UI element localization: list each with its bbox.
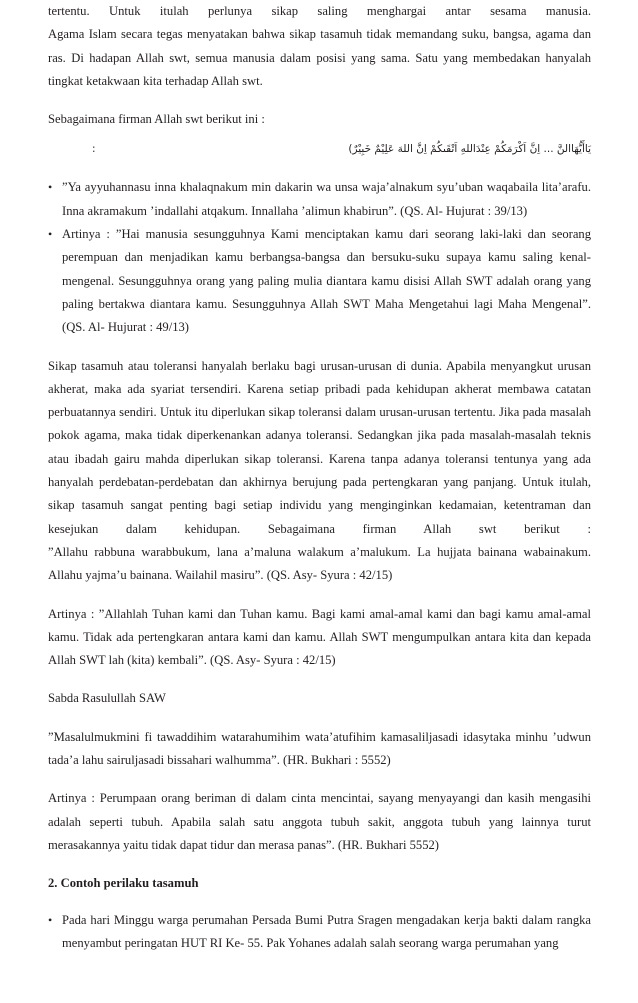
list-item	[48, 176, 591, 223]
translation-paragraph-2: Artinya : Perumpaan orang beriman di dalam cinta mencintai, sayang menyayangi dan kasih mengasihi adalah seperti tubuh. Apabila salah satu anggota tubuh sakit, anggota tubuh yang lainnya turut merasakannya yaitu tidak dapat tidur dan merasa panas”. (HR. Bukhari 5552)	[48, 791, 591, 852]
tolerance-body: Sikap tasamuh atau toleransi hanyalah berlaku bagi urusan-urusan di dunia. Apabila menyangkut urusan akherat, maka ada syariat tersendiri. Karena setiap pribadi pada kehidupan akherat membawa catatan perbuatannya sendiri. Untuk itu diperlukan sikap toleransi dalam urusan-urusan tertentu. Jika pada masalah pokok agama, maka tidak diperkenankan adanya toleransi. Sedangkan jika pada masalah-masalah teknis atau ibadah gairu mahda diperlukan sikap toleransi. Karena tanpa adanya toleransi tentunya yang ada hanyalah perdebatan-perdebatan dan akhirnya berujung pada pertengkaran yang panjang. Untuk itulah, sikap tasamuh sangat penting bagi setiap individu yang menginginkan kedamaian, ketentraman dan kesejukan dalam kehidupan. Sebagaimana firman Allah swt berikut :	[48, 358, 591, 536]
document-page	[48, 0, 591, 970]
sabda-heading: Sabda Rasulullah SAW	[48, 691, 166, 706]
tolerance-paragraph	[48, 355, 591, 588]
intro-line-1: tertentu. Untuk itulah perlunya sikap saling menghargai antar sesama manusia.	[48, 4, 591, 18]
list-item	[48, 909, 591, 956]
list-item-text: Artinya : ”Hai manusia sesungguhnya Kami menciptakan kamu dari seorang laki-laki dan seorang perempuan dan menjadikan kamu berbangsa-bangsa dan bersuku-suku supaya kamu saling kenal-mengenal. Sesungguhnya orang yang paling mulia diantara kamu disisi Allah SWT adalah orang yang paling bertakwa diantara kamu. Sesungguhnya Allah SWT Maha Mengetahui lagi Maha Mengenal”. (QS. Al- Hujurat : 49/13)	[62, 227, 591, 335]
bullet-icon: •	[48, 912, 53, 927]
arabic-verse	[48, 139, 591, 162]
verse-list	[48, 176, 591, 339]
list-item-text: Pada hari Minggu warga perumahan Persada Bumi Putra Sragen mengadakan kerja bakti dalam rangka menyambut peringatan HUT RI Ke- 55. Pak Yohanes adalah salah seorang warga perumahan yang	[62, 912, 591, 950]
firman-intro: Sebagaimana firman Allah swt berikut ini :	[48, 112, 265, 127]
tolerance-quote: ”Allahu rabbuna warabbukum, lana a’maluna walakum a’malukum. La hujjata bainana wabainakum. Allahu yajma’u bainana. Wailahil masiru”. (QS. Asy- Syura : 42/15)	[48, 544, 591, 583]
arabic-colon: :	[92, 143, 96, 156]
hadith-paragraph: ”Masalulmukmini fi tawaddihim watarahumihim wata’atufihim kamasaliljasadi idasytaka minhu ’udwun tada’a lahu sairuljasadi bissahari walhumma”. (HR. Bukhari : 5552)	[48, 729, 591, 768]
translation-paragraph-1: Artinya : ”Allahlah Tuhan kami dan Tuhan kamu. Bagi kami amal-amal kami dan bagi kamu amal-amal kamu. Tidak ada pertengkaran antara kami dan kamu. Allah SWT mengumpulkan antara kita dan kepada Allah SWT lah (kita) kembali”. (QS. Asy- Syura : 42/15)	[48, 606, 591, 668]
arabic-verse-text: يَاأَيُّهَاالنَّ ... اِنَّ اَكْرَمَكُمْ عِنْدَاللهِ اَتْقَىكُمْ اِنَّ اللهَ عَلِيْمٌ خَبِيْرٌ)	[348, 143, 591, 156]
bullet-icon: •	[48, 180, 53, 195]
bullet-icon: •	[48, 227, 53, 242]
list-item-text: ”Ya ayyuhannasu inna khalaqnakum min dakarin wa unsa waja’alnakum syu’uban waqabaila lita’arafu. Inna akramakum ’indallahi atqakum. Innallaha ’alimun khabirun”. (QS. Al- Hujurat : 39/13)	[62, 180, 591, 218]
intro-body: Agama Islam secara tegas menyatakan bahwa sikap tasamuh tidak memandang suku, bangsa, agama dan ras. Di hadapan Allah swt, semua manusia dalam posisi yang sama. Satu yang membedakan hanyalah tingkat ketakwaan kita terhadap Allah swt.	[48, 27, 591, 88]
example-list	[48, 909, 591, 956]
list-item	[48, 223, 591, 339]
intro-paragraph	[48, 0, 591, 93]
section-heading: 2. Contoh perilaku tasamuh	[48, 876, 199, 891]
